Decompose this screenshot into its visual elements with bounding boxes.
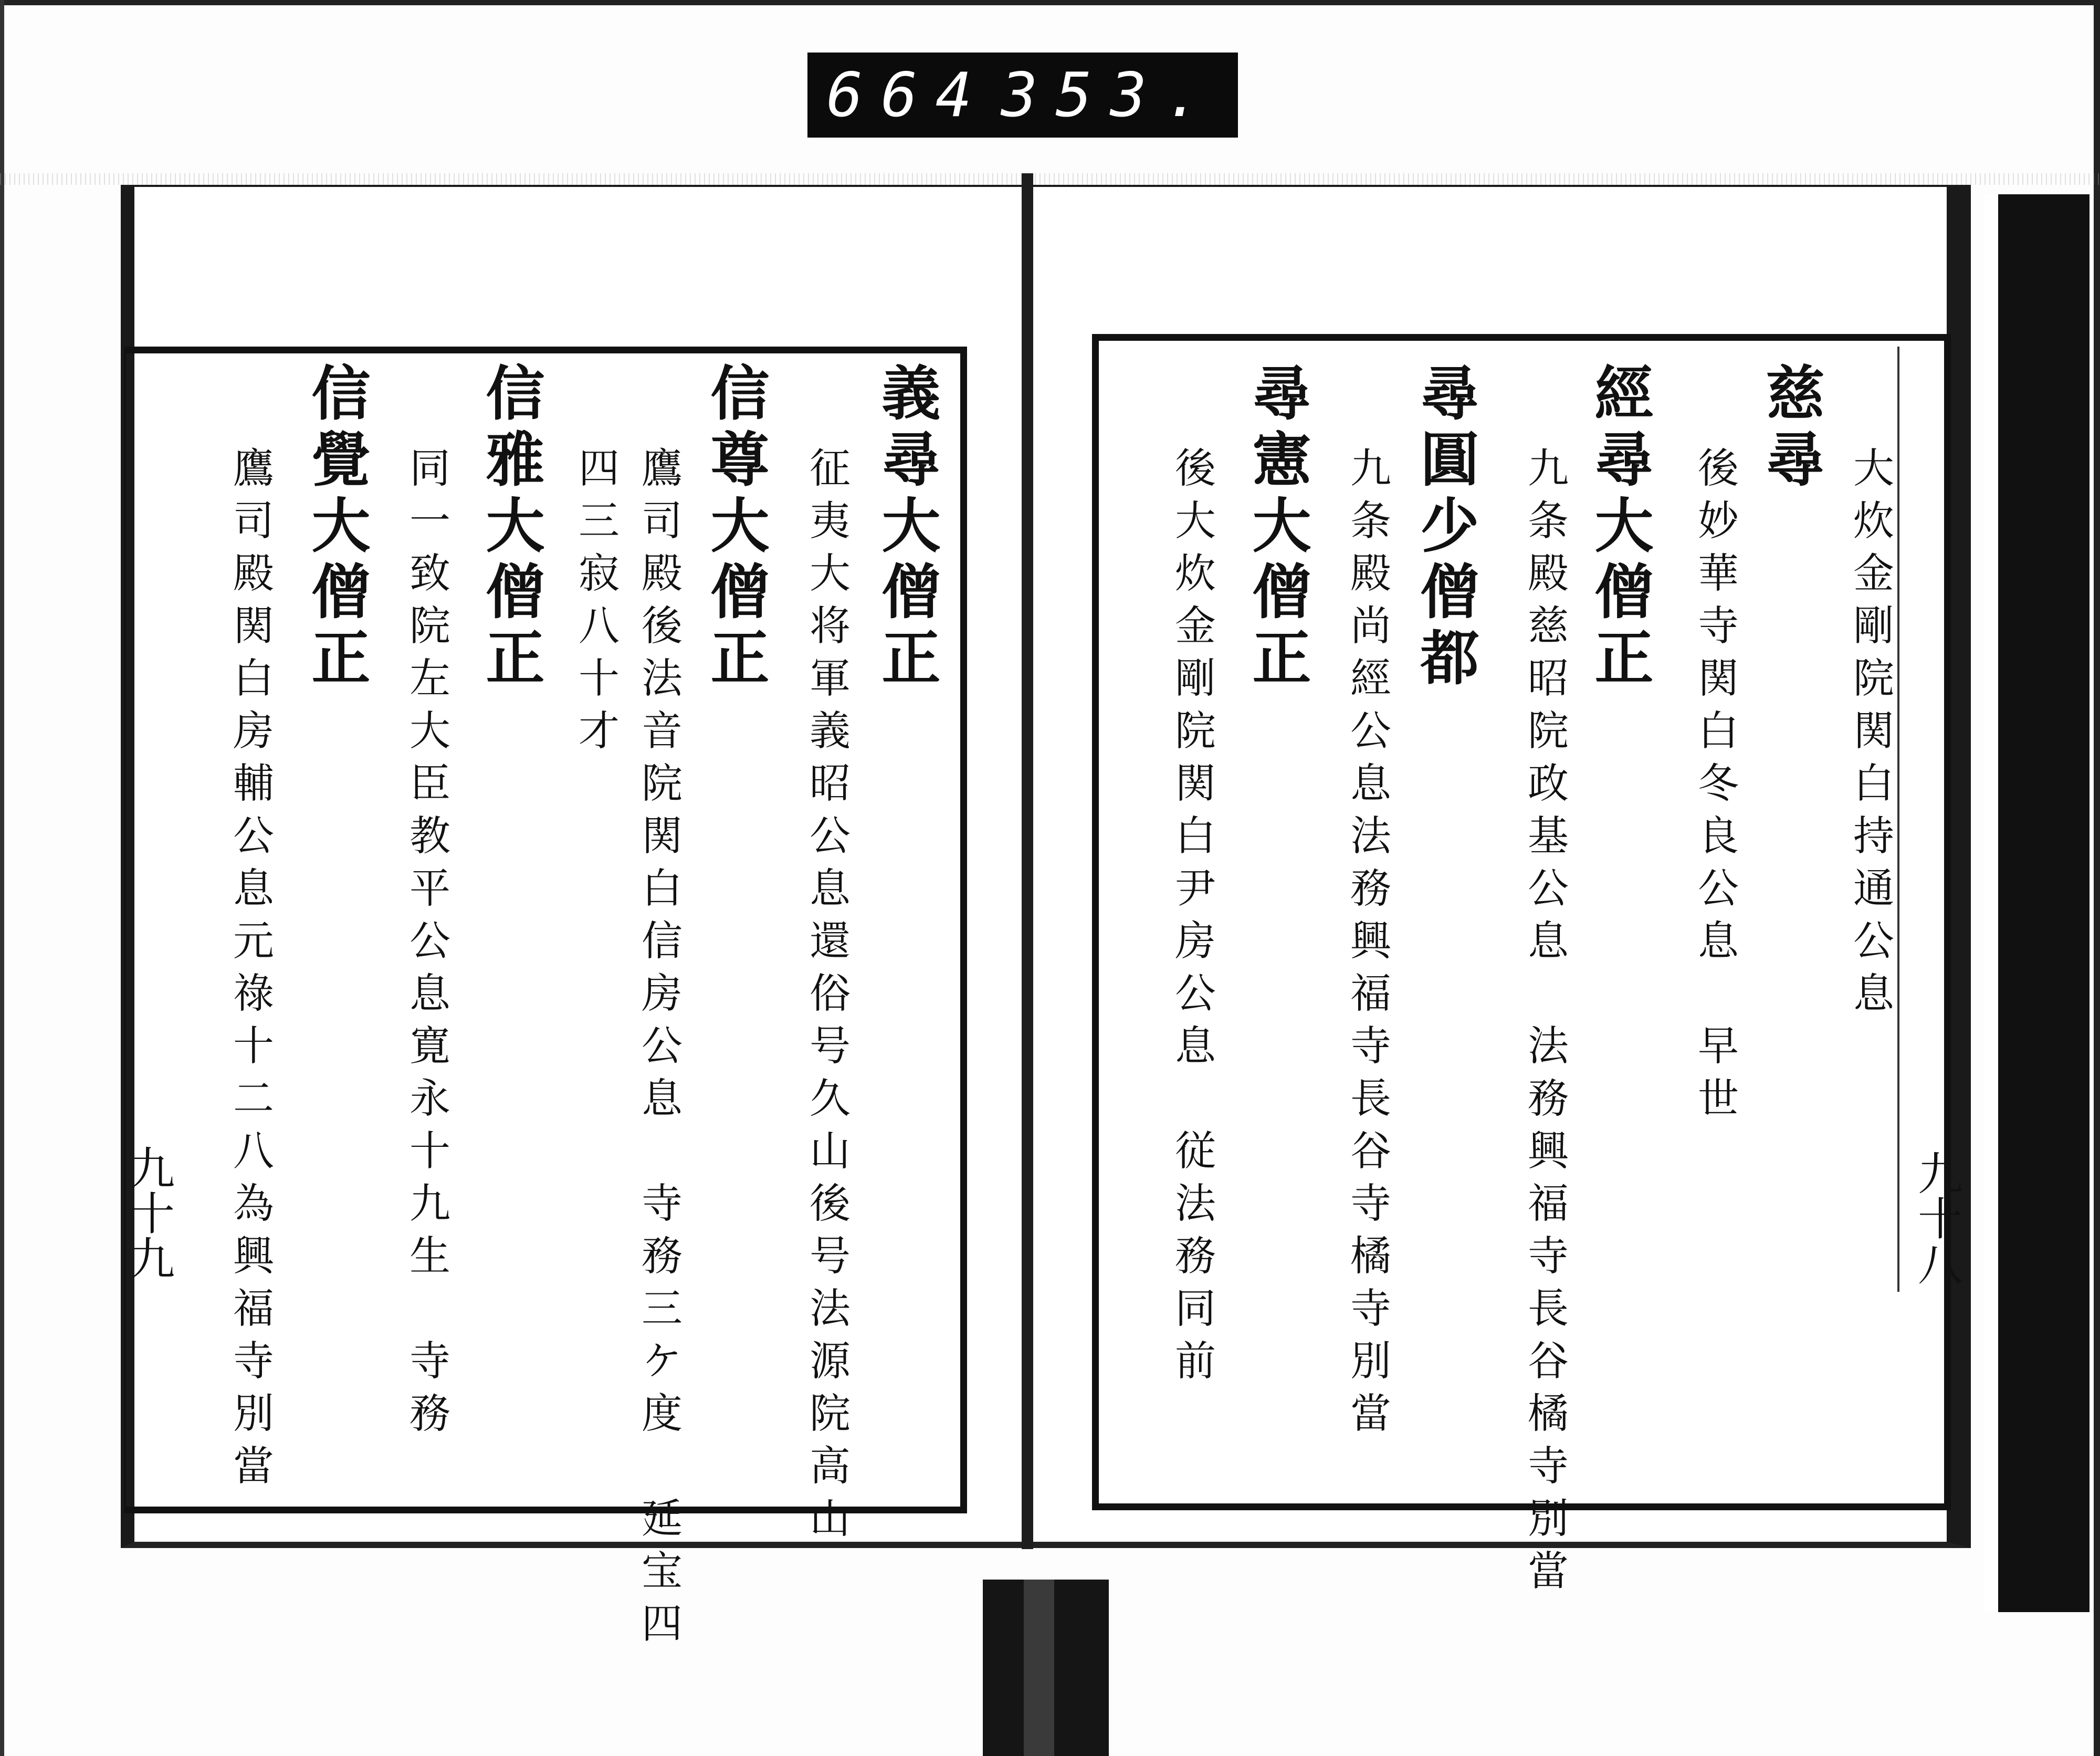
scan-top-edge	[0, 0, 2100, 5]
page-stack-edge	[1984, 194, 2090, 1612]
left-entry-0: 義尋大僧正	[872, 362, 941, 693]
left-entry-4: 四三寂八十才	[572, 446, 619, 761]
left-entry-2: 信尊大僧正	[701, 362, 770, 693]
scan-noise-band	[0, 173, 2100, 185]
right-entry-4: 九条殿慈昭院政基公息 法務興福寺長谷橘寺別當	[1521, 446, 1568, 1602]
book-spine	[1022, 173, 1033, 1549]
spine-tab	[983, 1580, 1109, 1756]
label-left-number: 664	[826, 59, 990, 131]
label-right-number: 353.	[1001, 59, 1219, 131]
right-entry-3: 經尋大僧正	[1585, 362, 1654, 693]
right-entry-0: 大炊金剛院関白持通公息	[1846, 446, 1894, 1024]
right-entry-7: 尋憲大僧正	[1243, 362, 1311, 693]
left-folio: 九十九	[122, 1145, 174, 1280]
right-entry-1: 慈尋	[1756, 362, 1825, 495]
left-entry-7: 信覺大僧正	[302, 362, 371, 693]
right-entry-8: 後大炊金剛院関白尹房公息 従法務同前	[1168, 446, 1215, 1392]
left-entry-3: 鷹司殿後法音院関白信房公息 寺務三ケ度 延宝四	[635, 446, 682, 1654]
left-entry-8: 鷹司殿関白房輔公息元祿十二八為興福寺別當	[226, 446, 274, 1497]
left-entry-1: 征夷大将軍義昭公息還俗号久山後号法源院高山	[803, 446, 850, 1549]
left-entry-6: 同一致院左大臣教平公息寛永十九生 寺務	[403, 446, 450, 1444]
right-entry-5: 尋圓少僧都	[1411, 362, 1479, 693]
right-entry-2: 後妙華寺関白冬良公息 早世	[1691, 446, 1738, 1129]
microfilm-label	[807, 53, 1238, 138]
scan-left-edge	[0, 0, 4, 1756]
scan-right-edge	[2094, 0, 2100, 1756]
left-entry-5: 信雅大僧正	[476, 362, 545, 693]
right-entry-6: 九条殿尚經公息法務興福寺長谷寺橘寺別當	[1343, 446, 1391, 1444]
right-folio: 九十八	[1910, 1150, 1962, 1285]
